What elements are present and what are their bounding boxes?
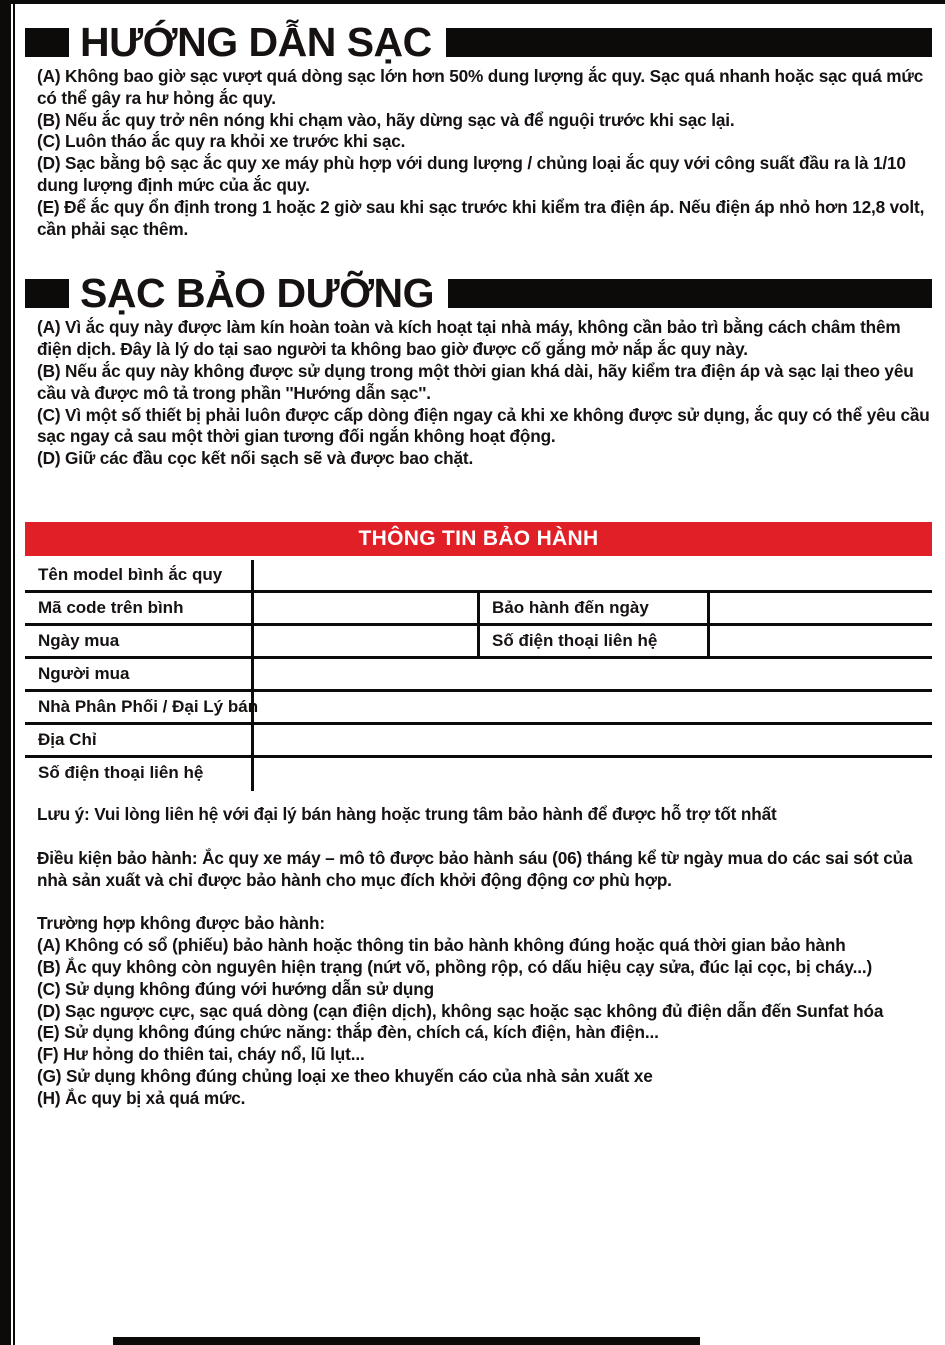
- row-value-cell: [254, 659, 932, 689]
- exclusion-item: (E) Sử dụng không đúng chức năng: thắp đèn, chích cá, kích điện, hàn điện...: [37, 1022, 659, 1043]
- paragraph: (D) Sạc bằng bộ sạc ắc quy xe máy phù hợp với dung lượng / chủng loại ắc quy với công suất đầu ra là 1/10 dung lượng định mức của ắc quy.: [37, 153, 906, 195]
- maintenance-instructions-list: [25, 317, 932, 470]
- row-label: Tên model bình ắc quy: [25, 560, 254, 590]
- section-bullet-square: [25, 28, 69, 57]
- row-label: Địa Chỉ: [25, 725, 254, 755]
- row-value-cell: [254, 593, 480, 623]
- exclusion-item: (F) Hư hỏng do thiên tai, cháy nổ, lũ lụt...: [37, 1044, 365, 1065]
- section-title-bar: [446, 28, 932, 57]
- table-row-model-name: [25, 560, 932, 593]
- row-label-secondary: Số điện thoại liên hệ: [480, 626, 710, 656]
- exclusion-item: (G) Sử dụng không đúng chủng loại xe theo khuyến cáo của nhà sản xuất xe: [37, 1065, 653, 1086]
- row-label-secondary: Bảo hành đến ngày: [480, 593, 710, 623]
- row-value-cell: [254, 692, 932, 722]
- warranty-table: [25, 522, 932, 791]
- section-header-maintenance: [25, 270, 932, 317]
- note-contact: Lưu ý: Vui lòng liên hệ với đại lý bán hàng hoặc trung tâm bảo hành để được hỗ trợ tốt nhất: [37, 803, 777, 824]
- row-value-cell: [710, 626, 932, 656]
- exclusion-item: (C) Sử dụng không đúng với hướng dẫn sử dụng: [37, 978, 434, 999]
- row-value-cell: [710, 593, 932, 623]
- row-value-cell: [254, 560, 932, 590]
- exclusions-list: [25, 935, 932, 1109]
- section-title-bar: [448, 279, 932, 308]
- row-value-cell: [254, 626, 480, 656]
- document-page: [25, 4, 932, 1110]
- row-value-cell: [254, 758, 932, 791]
- paragraph: (B) Nếu ắc quy này không được sử dụng trong một thời gian khá dài, hãy kiểm tra điện áp và sạc lại theo yêu cầu và được mô tả trong phần ''Hướng dẫn sạc''.: [37, 360, 914, 403]
- table-row-phone: [25, 758, 932, 791]
- table-row-purchase-date: [25, 626, 932, 659]
- row-label: Người mua: [25, 659, 254, 689]
- paragraph: (A) Không bao giờ sạc vượt quá dòng sạc lớn hơn 50% dung lượng ắc quy. Sạc quá nhanh hoặc sạc quá mức có thể gây ra hư hỏng ắc quy.: [37, 66, 924, 108]
- paragraph: (A) Vì ắc quy này được làm kín hoàn toàn và kích hoạt tại nhà máy, không cần bảo trì bằng cách châm thêm điện dịch. Đây là lý do tại sao người ta không bao giờ được cố gắng mở nắp ắc quy này.: [37, 317, 901, 360]
- section-title-charging: HƯỚNG DẪN SẠC: [80, 19, 432, 65]
- section-bullet-square: [25, 279, 69, 308]
- table-row-distributor: [25, 692, 932, 725]
- row-label: Ngày mua: [25, 626, 254, 656]
- paragraph: (E) Để ắc quy ổn định trong 1 hoặc 2 giờ sau khi sạc trước khi kiểm tra điện áp. Nếu điện áp nhỏ hơn 12,8 volt, cần phải sạc thêm.: [37, 196, 925, 239]
- warranty-table-rows: [25, 560, 932, 791]
- note-warranty-conditions: Điều kiện bảo hành: Ắc quy xe máy – mô tô được bảo hành sáu (06) tháng kể từ ngày mua do các sai sót của nhà sản xuất và chỉ được bảo hành cho mục đích khởi động động cơ phù hợp.: [37, 847, 913, 890]
- exclusion-item: (D) Sạc ngược cực, sạc quá dòng (cạn điện dịch), không sạc hoặc sạc không đủ điện dẫn đến Sunfat hóa: [37, 1000, 884, 1021]
- charging-instructions-list: [25, 66, 932, 240]
- exclusion-item: (B) Ắc quy không còn nguyên hiện trạng (nứt võ, phồng rộp, có dấu hiệu cạy sửa, đúc lại cọc, bị cháy...): [37, 956, 873, 977]
- left-edge-bar: [0, 0, 11, 1345]
- section-title-maintenance: SẠC BẢO DƯỠNG: [80, 270, 435, 317]
- row-label: Số điện thoại liên hệ: [25, 758, 254, 791]
- table-row-code: [25, 593, 932, 626]
- row-label: Nhà Phân Phối / Đại Lý bán: [25, 692, 254, 722]
- exclusions-title: Trường hợp không được bảo hành:: [37, 913, 325, 934]
- warranty-table-title: THÔNG TIN BẢO HÀNH: [25, 522, 932, 556]
- row-value-cell: [254, 725, 932, 755]
- paragraph: (D) Giữ các đầu cọc kết nối sạch sẽ và được bao chặt.: [37, 448, 474, 469]
- left-edge-thin-line: [13, 0, 15, 1345]
- paragraph: (B) Nếu ắc quy trở nên nóng khi chạm vào, hãy dừng sạc và để nguội trước khi sạc lại.: [37, 109, 735, 130]
- exclusion-item: (H) Ắc quy bị xả quá mức.: [37, 1087, 246, 1108]
- table-row-buyer: [25, 659, 932, 692]
- table-row-address: [25, 725, 932, 758]
- row-label: Mã code trên bình: [25, 593, 254, 623]
- section-header-charging: [25, 19, 932, 65]
- paragraph: (C) Vì một số thiết bị phải luôn được cấp dòng điện ngay cả khi xe không được sử dụng, ắc quy có thể yêu cầu sạc ngay cả sau một thời gian tương đối ngắn không hoạt động.: [37, 404, 930, 447]
- paragraph: (C) Luôn tháo ắc quy ra khỏi xe trước khi sạc.: [37, 131, 406, 152]
- exclusion-item: (A) Không có sổ (phiếu) bảo hành hoặc thông tin bảo hành không đúng hoặc quá thời gian bảo hành: [37, 935, 846, 956]
- cut-off-next-section-bar: [113, 1337, 700, 1345]
